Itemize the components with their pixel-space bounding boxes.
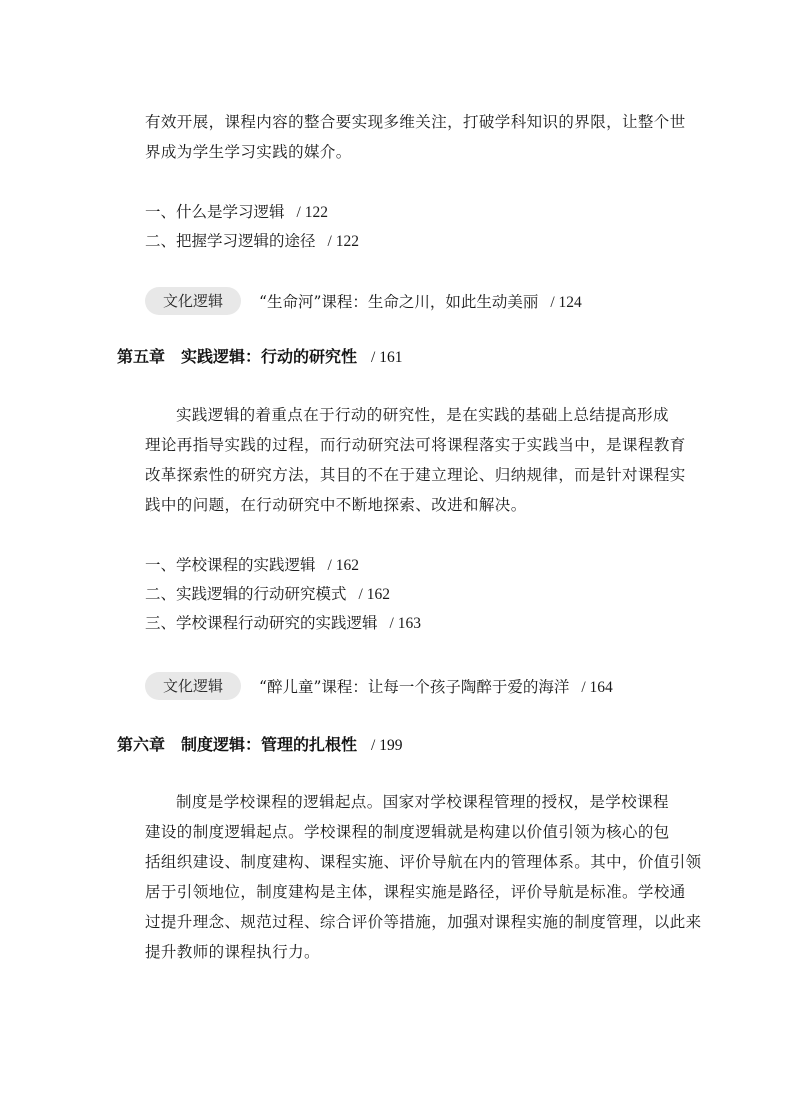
paragraph-line: 建设的制度逻辑起点。学校课程的制度逻辑就是构建以价值引领为核心的包 <box>145 823 670 841</box>
toc-item-label: 一、学校课程的实践逻辑 <box>145 556 316 574</box>
paragraph-line: 界成为学生学习实践的媒介。 <box>145 143 352 161</box>
toc-item-page: / 162 <box>327 557 359 574</box>
toc-item[interactable] <box>145 200 328 225</box>
toc-item-label: 二、把握学习逻辑的途径 <box>145 232 316 250</box>
culture-page: / 124 <box>550 294 582 311</box>
toc-item[interactable] <box>145 582 390 607</box>
toc-item-label: 二、实践逻辑的行动研究模式 <box>145 585 347 603</box>
culture-title <box>259 290 582 312</box>
toc-item-page: / 163 <box>389 615 421 632</box>
paragraph-line: 过提升理念、规范过程、综合评价等措施，加强对课程实施的制度管理，以此来 <box>145 913 702 931</box>
chapter-page: / 161 <box>371 349 403 366</box>
culture-entry[interactable] <box>145 286 582 316</box>
toc-item[interactable] <box>145 611 421 636</box>
toc-item-label: 一、什么是学习逻辑 <box>145 203 285 221</box>
paragraph-line: 实践逻辑的着重点在于行动的研究性，是在实践的基础上总结提高形成 <box>176 406 669 424</box>
toc-item-page: / 122 <box>327 233 359 250</box>
intro-paragraph <box>145 107 686 167</box>
chapter-summary <box>145 787 702 967</box>
chapter-heading[interactable] <box>117 345 402 370</box>
chapter-title: 制度逻辑：管理的扎根性 <box>181 735 358 754</box>
chapter-summary <box>145 400 686 520</box>
chapter-number: 第五章 <box>117 347 166 366</box>
culture-title-text: “生命河”课程：生命之川，如此生动美丽 <box>259 293 539 311</box>
paragraph-line: 有效开展，课程内容的整合要实现多维关注，打破学科知识的界限，让整个世 <box>145 113 686 131</box>
culture-entry[interactable] <box>145 671 613 701</box>
toc-item-page: / 162 <box>358 586 390 603</box>
paragraph-line: 提升教师的课程执行力。 <box>145 943 320 961</box>
toc-item-page: / 122 <box>296 204 328 221</box>
chapter-heading[interactable] <box>117 733 402 758</box>
toc-item[interactable] <box>145 553 359 578</box>
chapter-number: 第六章 <box>117 735 166 754</box>
paragraph-line: 践中的问题，在行动研究中不断地探索、改进和解决。 <box>145 496 527 514</box>
culture-title <box>259 675 613 697</box>
toc-item-label: 三、学校课程行动研究的实践逻辑 <box>145 614 378 632</box>
culture-badge: 文化逻辑 <box>145 672 241 700</box>
paragraph-line: 居于引领地位，制度建构是主体，课程实施是路径，评价导航是标准。学校通 <box>145 883 686 901</box>
chapter-page: / 199 <box>371 737 403 754</box>
chapter-title: 实践逻辑：行动的研究性 <box>181 347 358 366</box>
toc-item[interactable] <box>145 229 359 254</box>
culture-badge: 文化逻辑 <box>145 287 241 315</box>
paragraph-line: 理论再指导实践的过程，而行动研究法可将课程落实于实践当中，是课程教育 <box>145 436 686 454</box>
paragraph-line: 括组织建设、制度建构、课程实施、评价导航在内的管理体系。其中，价值引领 <box>145 853 702 871</box>
culture-page: / 164 <box>581 679 613 696</box>
paragraph-line: 制度是学校课程的逻辑起点。国家对学校课程管理的授权，是学校课程 <box>176 793 669 811</box>
paragraph-line: 改革探索性的研究方法，其目的不在于建立理论、归纳规律，而是针对课程实 <box>145 466 686 484</box>
culture-title-text: “醉儿童”课程：让每一个孩子陶醉于爱的海洋 <box>259 678 570 696</box>
